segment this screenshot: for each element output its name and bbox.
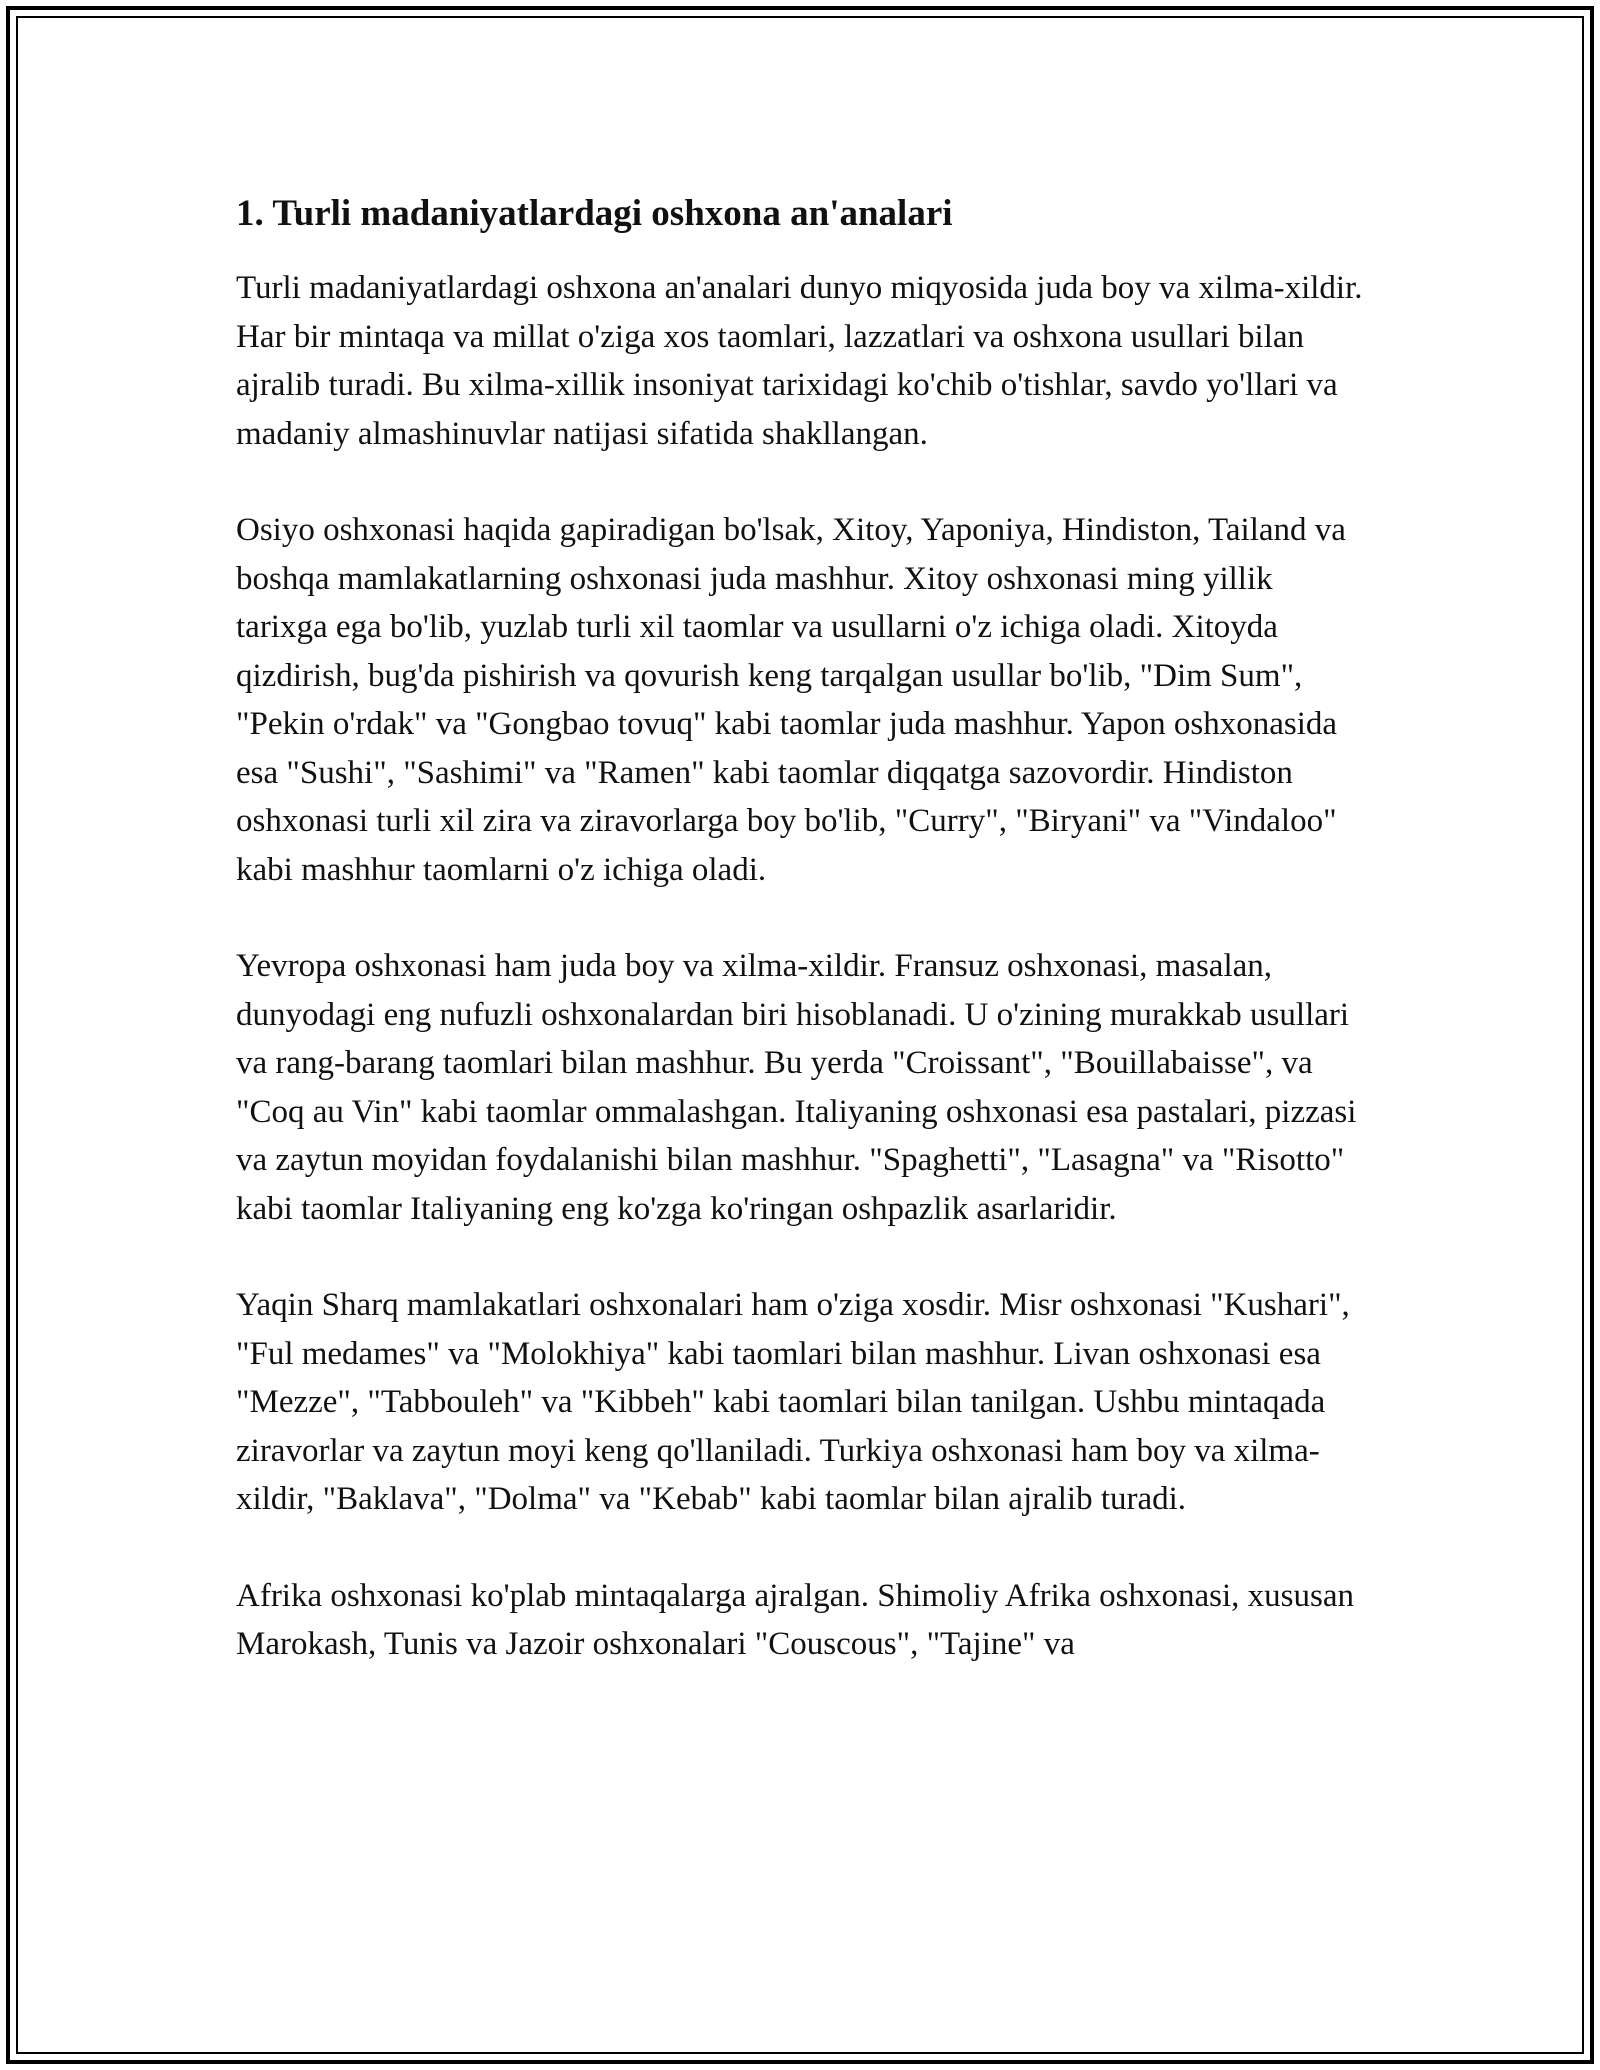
paragraph-middle-east: Yaqin Sharq mamlakatlari oshxonalari ham o'ziga xosdir. Misr oshxonasi "Kushari", "Ful medames" va "Molokhiya" kabi taomlari bilan mashhur. Livan oshxonasi esa "Mezze", "Tabbouleh" va "Kibbeh" kabi taomlari bilan tanilgan. Ushbu mintaqada ziravorlar va zaytun moyi keng qo'llaniladi. Turkiya oshxonasi ham boy va xilma-xildir, "Baklava", "Dolma" va "Kebab" kabi taomlar bilan ajralib turadi.: [236, 1287, 1350, 1517]
paragraph-asia: Osiyo oshxonasi haqida gapiradigan bo'lsak, Xitoy, Yaponiya, Hindiston, Tailand va boshqa mamlakatlarning oshxonasi juda mashhur. Xitoy oshxonasi ming yillik tarixga ega bo'lib, yuzlab turli xil taomlar va usullarni o'z ichiga oladi. Xitoyda qizdirish, bug'da pishirish va qovurish keng tarqalgan usullar bo'lib, "Dim Sum", "Pekin o'rdak" va "Gongbao tovuq" kabi taomlar juda mashhur. Yapon oshxonasida esa "Sushi", "Sashimi" va "Ramen" kabi taomlar diqqatga sazovordir. Hindiston oshxonasi turli xil zira va ziravorlarga boy bo'lib, "Curry", "Biryani" va "Vindaloo" kabi mashhur taomlarni o'z ichiga oladi.: [236, 512, 1346, 888]
paragraph-africa: Afrika oshxonasi ko'plab mintaqalarga ajralgan. Shimoliy Afrika oshxonasi, xususan Marokash, Tunis va Jazoir oshxonalari "Couscous", "Tajine" va: [236, 1577, 1354, 1662]
paragraph-intro: Turli madaniyatlardagi oshxona an'analari dunyo miqyosida juda boy va xilma-xildir. Har bir mintaqa va millat o'ziga xos taomlari, lazzatlari va oshxona usullari bilan ajralib turadi. Bu xilma-xillik insoniyat tarixidagi ko'chib o'tishlar, savdo yo'llari va madaniy almashinuvlar natijasi sifatida shakllangan.: [236, 270, 1363, 452]
document-body: [236, 190, 1366, 1717]
section-heading: 1. Turli madaniyatlardagi oshxona an'analari: [236, 193, 953, 234]
paragraph-europe: Yevropa oshxonasi ham juda boy va xilma-xildir. Fransuz oshxonasi, masalan, dunyodagi eng nufuzli oshxonalardan biri hisoblanadi. U o'zining murakkab usullari va rang-barang taomlari bilan mashhur. Bu yerda "Croissant", "Bouillabaisse", va "Coq au Vin" kabi taomlar ommalashgan. Italiyaning oshxonasi esa pastalari, pizzasi va zaytun moyidan foydalanishi bilan mashhur. "Spaghetti", "Lasagna" va "Risotto" kabi taomlar Italiyaning eng ko'zga ko'ringan oshpazlik asarlaridir.: [236, 948, 1357, 1227]
